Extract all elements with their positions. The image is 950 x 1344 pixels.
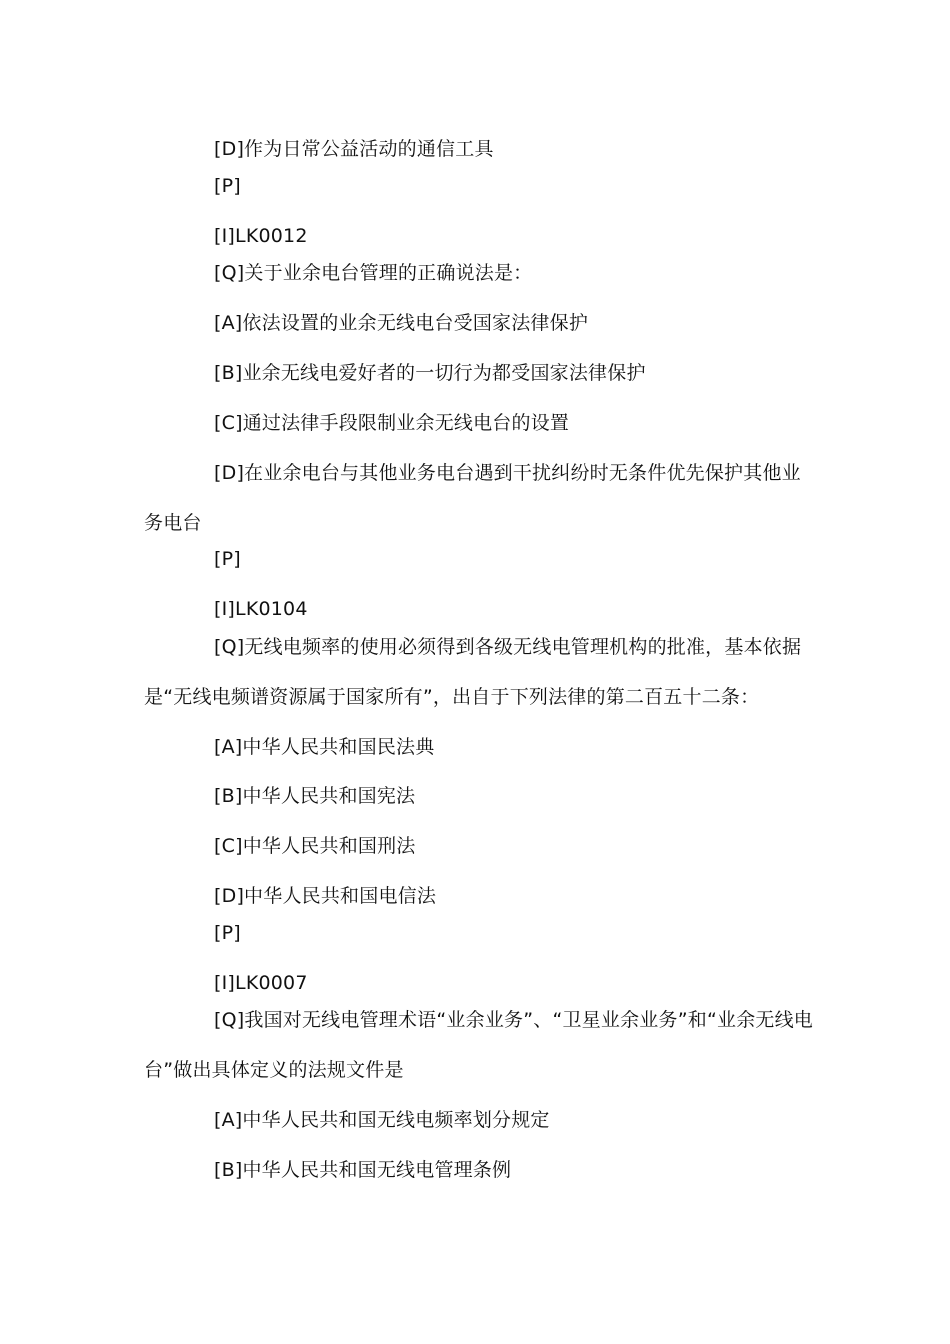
option-c-text: [C]通过法律手段限制业余无线电台的设置 — [214, 412, 570, 434]
option-b-text: [B]中华人民共和国宪法 — [214, 785, 416, 807]
option-a-text: [A]中华人民共和国无线电频率划分规定 — [214, 1109, 550, 1131]
question-id: [I]LK0012 — [214, 225, 308, 247]
separator-marker: [P] — [214, 922, 241, 944]
option-b-text: [B]业余无线电爱好者的一切行为都受国家法律保护 — [214, 362, 646, 384]
question-text: [Q]关于业余电台管理的正确说法是： — [214, 262, 533, 284]
question-text-continued: 是“无线电频谱资源属于国家所有”，出自于下列法律的第二百五十二条： — [144, 686, 760, 708]
question-text-continued: 台”做出具体定义的法规文件是 — [144, 1059, 404, 1081]
option-b-text: [B]中华人民共和国无线电管理条例 — [214, 1159, 512, 1181]
option-d-text-continued: 务电台 — [144, 512, 202, 534]
separator-marker: [P] — [214, 175, 241, 197]
question-text: [Q]无线电频率的使用必须得到各级无线电管理机构的批准，基本依据 — [214, 636, 802, 658]
option-a-text: [A]中华人民共和国民法典 — [214, 736, 435, 758]
option-c-text: [C]中华人民共和国刑法 — [214, 835, 416, 857]
option-d-text: [D]中华人民共和国电信法 — [214, 885, 437, 907]
question-id: [I]LK0007 — [214, 972, 308, 994]
option-d-text: [D]在业余电台与其他业务电台遇到干扰纠纷时无条件优先保护其他业 — [214, 462, 801, 484]
question-id: [I]LK0104 — [214, 598, 308, 620]
option-a-text: [A]依法设置的业余无线电台受国家法律保护 — [214, 312, 589, 334]
option-d-text: [D]作为日常公益活动的通信工具 — [214, 138, 494, 160]
question-text: [Q]我国对无线电管理术语“业余业务”、“卫星业余业务”和“业余无线电 — [214, 1009, 813, 1031]
separator-marker: [P] — [214, 548, 241, 570]
